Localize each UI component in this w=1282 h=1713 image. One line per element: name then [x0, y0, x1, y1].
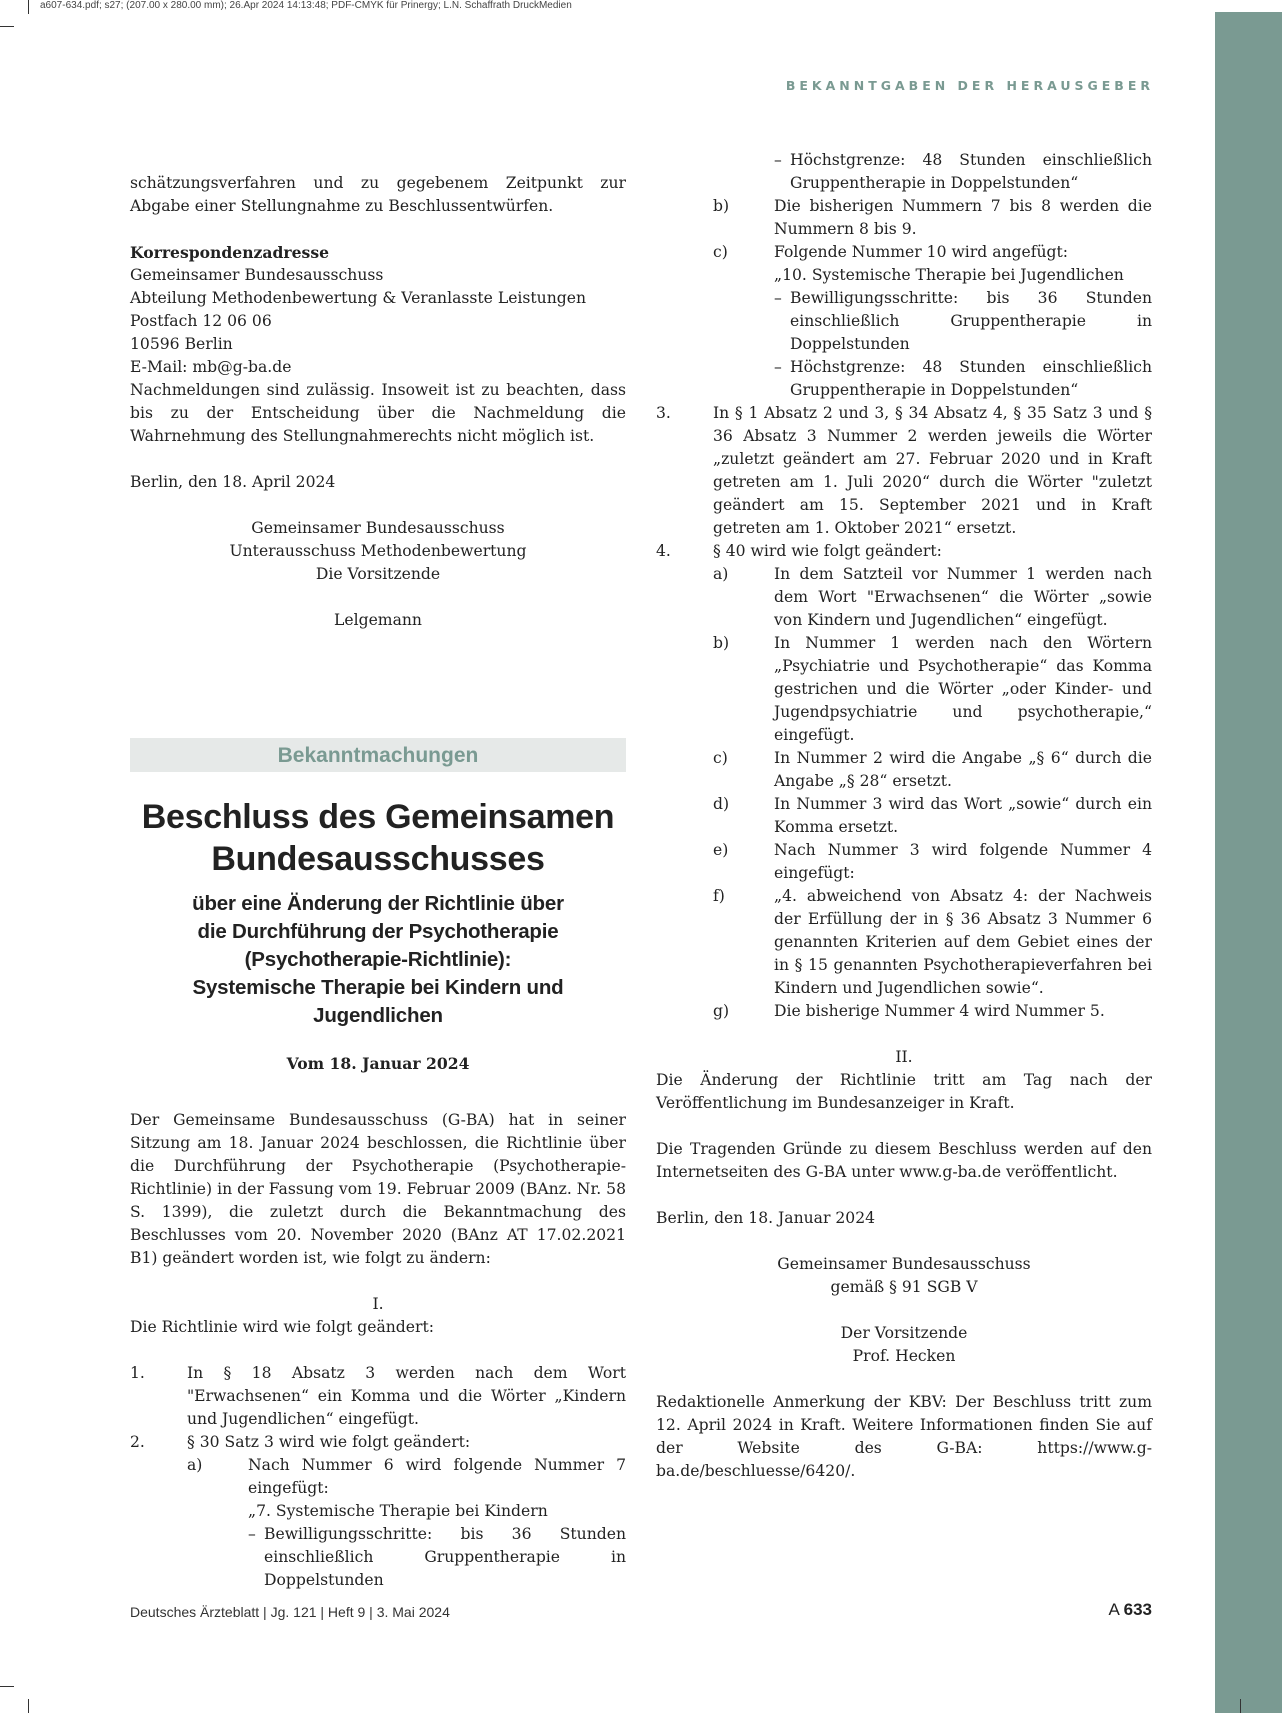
- list-marker: e): [713, 841, 729, 859]
- subtitle-line: Systemische Therapie bei Kindern und Jugendlichen: [192, 976, 564, 1027]
- intro-text: schätzungsverfahren und zu gegebenem Zeitpunkt zur Abgabe einer Stellungnahme zu Beschlussentwürfen.: [130, 174, 626, 215]
- title-line: Beschluss des Gemeinsamen: [141, 798, 615, 836]
- article-subtitle: [130, 890, 626, 1030]
- dash-marker: –: [774, 289, 782, 307]
- list-item-text: Die bisherige Nummer 4 wird Nummer 5.: [774, 1002, 1105, 1020]
- list-marker: g): [713, 1002, 730, 1020]
- page-prefix: A: [1108, 1600, 1119, 1619]
- left-column: [130, 172, 626, 1592]
- list-item-text: Nach Nummer 3 wird folgende Nummer 4 eingefügt:: [774, 841, 1152, 882]
- list-item-text: Nach Nummer 6 wird folgende Nummer 7 eingefügt:: [248, 1456, 626, 1497]
- list-item-text: Die bisherigen Nummern 7 bis 8 werden die Nummern 8 bis 9.: [774, 197, 1152, 238]
- right-column: [656, 149, 1152, 1483]
- dash-item-text: Bewilligungsschritte: bis 36 Stunden einschließlich Gruppentherapie in Doppelstunden: [264, 1525, 626, 1589]
- list-item-text: In dem Satzteil vor Nummer 1 werden nach dem Wort "Erwachsenen“ die Wörter „sowie von Kindern und Jugendlichen“ eingefügt.: [774, 565, 1152, 629]
- signature-name: Lelgemann: [334, 611, 422, 629]
- dash-item: [774, 149, 1152, 195]
- list-item-text: In Nummer 2 wird die Angabe „§ 6“ durch die Angabe „§ 28“ ersetzt.: [774, 749, 1152, 790]
- dash-item: [774, 356, 1152, 402]
- date-subtitle: Vom 18. Januar 2024: [286, 1054, 470, 1073]
- list-marker: 4.: [656, 542, 671, 560]
- list-item-text: In Nummer 1 werden nach den Wörtern „Psychiatrie und Psychotherapie“ das Komma gestrichen und die Wörter „oder Kinder- und Jugendpsychiatrie und psychotherapie,“ eingefügt.: [774, 634, 1152, 744]
- title-line: Bundesausschusses: [211, 840, 545, 878]
- list-item-text: Folgende Nummer 10 wird angefügt:: [774, 243, 1069, 261]
- crop-mark: [0, 26, 14, 27]
- nachmeldung-text: Nachmeldungen sind zulässig. Insoweit ist zu beachten, dass bis zu der Entscheidung über die Nachmeldung die Wahrnehmung des Stellungnahmerechts nicht möglich ist.: [130, 381, 626, 445]
- list-item: [656, 540, 1152, 563]
- korrespondenz-heading: Korrespondenzadresse: [130, 243, 330, 262]
- section-band: [130, 738, 626, 772]
- dash-item: [774, 287, 1152, 356]
- date-line: Berlin, den 18. April 2024: [130, 473, 336, 491]
- crop-mark: [1240, 1699, 1241, 1713]
- list-item: [130, 1431, 626, 1454]
- list-item-text: „4. abweichend von Absatz 4: der Nachweis der Erfüllung der in § 36 Absatz 3 Nummer 6 genannten Kriterien auf dem Gebiet eines der in § 15 genannten Psychotherapieverfahren bei Kindern und Jugendlichen sowie“.: [774, 887, 1152, 997]
- crop-mark: [0, 1686, 14, 1687]
- list-item: [656, 1000, 1152, 1023]
- list-item: [656, 793, 1152, 839]
- list-marker: 1.: [130, 1364, 145, 1382]
- list-item: [656, 241, 1152, 264]
- running-head: BEKANNTGABEN DER HERAUSGEBER: [785, 78, 1154, 93]
- part-heading: I.: [372, 1295, 384, 1313]
- page-number: [1108, 1600, 1152, 1620]
- list-item: [656, 195, 1152, 241]
- side-color-bar: [1215, 12, 1282, 1713]
- list-marker: b): [713, 634, 730, 652]
- part-heading: II.: [895, 1048, 913, 1066]
- dash-marker: –: [248, 1525, 256, 1543]
- signature-line: Der Vorsitzende: [840, 1324, 968, 1342]
- list-item: [656, 402, 1152, 540]
- list-item: [130, 1362, 626, 1431]
- dash-marker: –: [774, 151, 782, 169]
- quoted-line: „10. Systemische Therapie bei Jugendlichen: [774, 266, 1124, 284]
- signature-line: Unterausschuss Methodenbewertung: [229, 542, 527, 560]
- list-marker: c): [713, 243, 728, 261]
- list-item: [656, 839, 1152, 885]
- subtitle-line: über eine Änderung der Richtlinie über: [192, 892, 564, 915]
- list-marker: a): [713, 565, 729, 583]
- signature-line: gemäß § 91 SGB V: [830, 1278, 978, 1296]
- article-title: [130, 796, 626, 880]
- list-item: [656, 747, 1152, 793]
- part-text: Die Änderung der Richtlinie tritt am Tag nach der Veröffentlichung im Bundesanzeiger in Kraft.: [656, 1071, 1152, 1112]
- crop-mark: [28, 1699, 29, 1713]
- list-item: [656, 885, 1152, 1000]
- address-line: Abteilung Methodenbewertung & Veranlasste Leistungen: [130, 289, 587, 307]
- list-item-text: In Nummer 3 wird das Wort „sowie“ durch ein Komma ersetzt.: [774, 795, 1152, 836]
- subtitle-line: (Psychotherapie-Richtlinie):: [244, 948, 512, 971]
- signature-line: Die Vorsitzende: [315, 565, 441, 583]
- dash-item-text: Höchstgrenze: 48 Stunden einschließlich Gruppentherapie in Doppelstunden“: [790, 358, 1152, 399]
- list-item-text: In § 18 Absatz 3 werden nach dem Wort "Erwachsenen“ ein Komma und die Wörter „Kindern und Jugendlichen“ eingefügt.: [187, 1364, 626, 1428]
- dash-item-text: Höchstgrenze: 48 Stunden einschließlich Gruppentherapie in Doppelstunden“: [790, 151, 1152, 192]
- body-paragraph: Der Gemeinsame Bundesausschuss (G-BA) hat in seiner Sitzung am 18. Januar 2024 beschlossen, die Richtlinie über die Durchführung der Psychotherapie (Psychotherapie-Richtlinie) in der Fassung vom 19. Februar 2009 (BAnz. Nr. 58 S. 1399), die zuletzt durch die Bekanntmachung des Beschlusses vom 20. November 2020 (BAnz AT 17.02.2021 B1) geändert worden ist, wie folgt zu ändern:: [130, 1111, 626, 1267]
- sub-list: [130, 1454, 626, 1592]
- quoted-line: „7. Systemische Therapie bei Kindern: [248, 1502, 548, 1520]
- signature-line: Gemeinsamer Bundesausschuss: [777, 1255, 1031, 1273]
- signature-line: Gemeinsamer Bundesausschuss: [251, 519, 505, 537]
- footer-citation: Deutsches Ärzteblatt | Jg. 121 | Heft 9 | 3. Mai 2024: [130, 1604, 450, 1620]
- list-marker: c): [713, 749, 728, 767]
- signature-name: Prof. Hecken: [852, 1347, 956, 1365]
- list-item-text: § 30 Satz 3 wird wie folgt geändert:: [187, 1433, 471, 1451]
- email-line: E-Mail: mb@g-ba.de: [130, 358, 292, 376]
- address-line: Postfach 12 06 06: [130, 312, 272, 330]
- address-line: 10596 Berlin: [130, 335, 233, 353]
- list-marker: 2.: [130, 1433, 145, 1451]
- list-marker: a): [187, 1456, 203, 1474]
- list-item: [656, 563, 1152, 632]
- list-marker: 3.: [656, 404, 671, 422]
- page-number-value: 633: [1123, 1600, 1152, 1619]
- list-marker: b): [713, 197, 730, 215]
- list-marker: f): [713, 887, 725, 905]
- dash-item-text: Bewilligungsschritte: bis 36 Stunden einschließlich Gruppentherapie in Doppelstunden: [790, 289, 1152, 353]
- dash-marker: –: [774, 358, 782, 376]
- crop-mark: [28, 0, 29, 14]
- list-marker: d): [713, 795, 730, 813]
- list-item: [656, 632, 1152, 747]
- list-item-text: § 40 wird wie folgt geändert:: [713, 542, 942, 560]
- address-line: Gemeinsamer Bundesausschuss: [130, 266, 384, 284]
- dash-item: [248, 1523, 626, 1592]
- list-item-text: In § 1 Absatz 2 und 3, § 34 Absatz 4, § 35 Satz 3 und § 36 Absatz 3 Nummer 2 werden jeweils die Wörter „zuletzt geändert am 27. Februar 2020 und in Kraft getreten am 1. Juli 2020“ durch die Wörter "zuletzt geändert am 15. September 2021 und in Kraft getreten am 1. Oktober 2021“ ersetzt.: [713, 404, 1152, 537]
- print-slug: a607-634.pdf; s27; (207.00 x 280.00 mm); 26.Apr 2024 14:13:48; PDF-CMYK für Prinergy; L.N. Schaffrath DruckMedien: [40, 0, 572, 11]
- date-line: Berlin, den 18. Januar 2024: [656, 1209, 876, 1227]
- section-label: Bekanntmachungen: [277, 743, 479, 767]
- tragende-text: Die Tragenden Gründe zu diesem Beschluss werden auf den Internetseiten des G-BA unter www.g-ba.de veröffentlicht.: [656, 1140, 1152, 1181]
- part-intro: Die Richtlinie wird wie folgt geändert:: [130, 1318, 434, 1336]
- list-item: [187, 1454, 626, 1500]
- subtitle-line: die Durchführung der Psychotherapie: [197, 920, 559, 943]
- editorial-note: Redaktionelle Anmerkung der KBV: Der Beschluss tritt zum 12. April 2024 in Kraft. Weitere Informationen finden Sie auf der Website des G-BA: https://www.g-ba.de/beschluesse/6420/.: [656, 1393, 1152, 1480]
